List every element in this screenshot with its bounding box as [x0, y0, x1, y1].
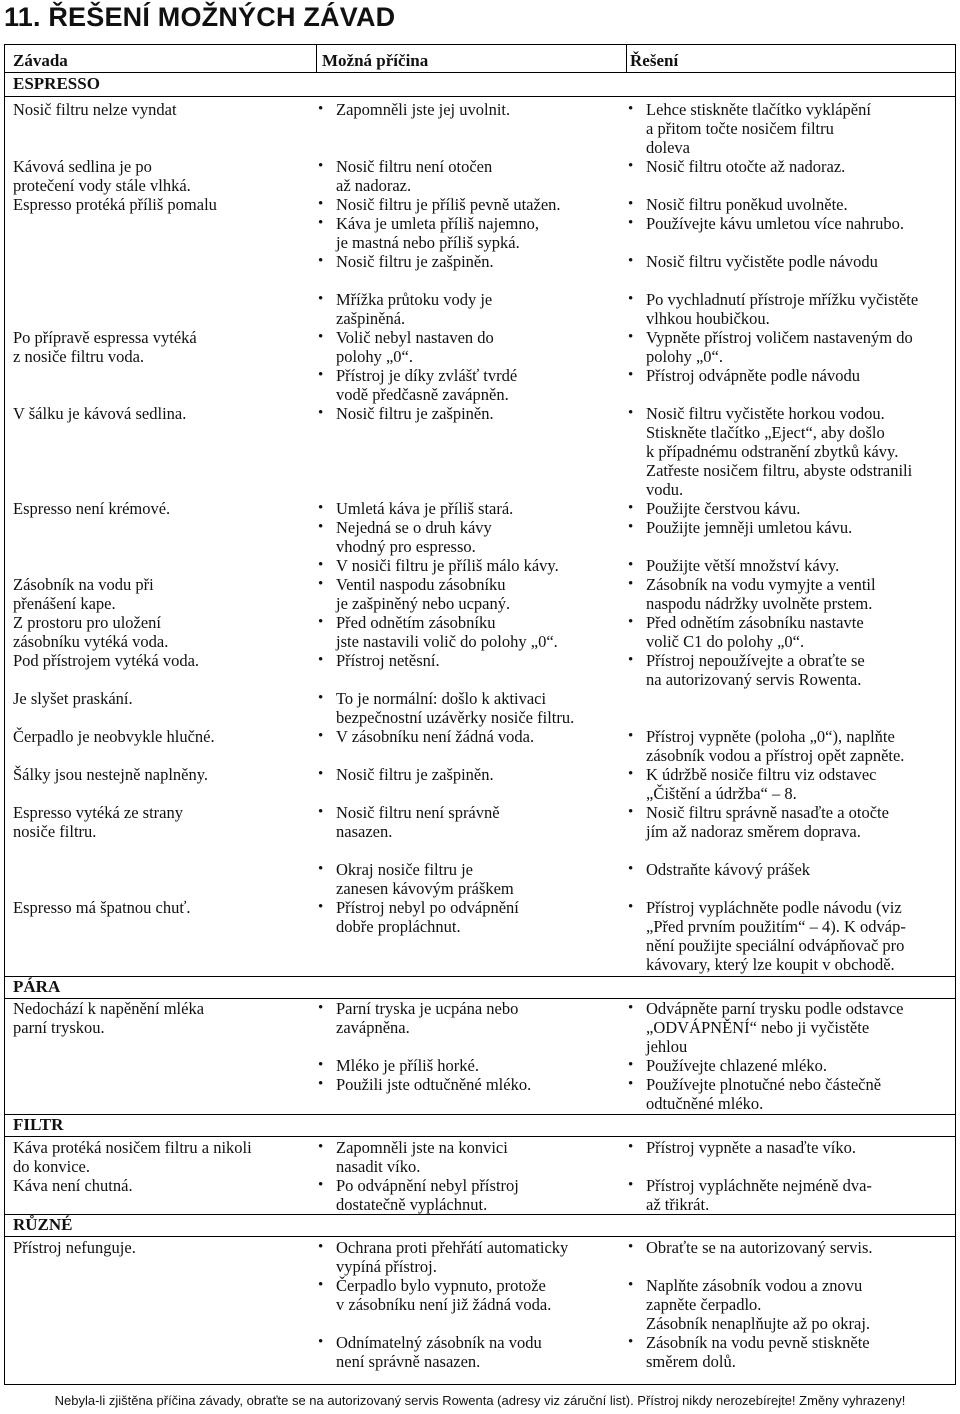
cell-text: Espresso protéká příliš pomalu [13, 195, 217, 214]
cell-text: V zásobníku není žádná voda. [336, 727, 535, 746]
section-filtr: FILTR [13, 1115, 64, 1134]
solution-item [626, 499, 800, 518]
solution-item [626, 366, 860, 385]
column-divider [316, 44, 317, 73]
bullet-icon: • [628, 1057, 634, 1073]
bullet-icon: • [628, 861, 634, 877]
solution-item [626, 803, 889, 841]
bullet-icon: • [628, 1076, 634, 1092]
bullet-icon: • [628, 101, 634, 117]
bullet-icon: • [318, 291, 324, 307]
cell-text: Mřížka průtoku vody je zašpiněná. [336, 290, 493, 328]
cell-text: Nejedná se o druh kávy vhodný pro espresso. [336, 518, 492, 556]
cell-text: Espresso vytéká ze strany nosiče filtru. [13, 803, 183, 841]
cell-text: Ventil naspodu zásobníku je zašpiněný nebo ucpaný. [336, 575, 511, 613]
header-fault: Závada [13, 51, 68, 70]
solution-item [626, 1075, 881, 1113]
cell-text: Obraťte se na autorizovaný servis. [646, 1238, 873, 1257]
fault-text [13, 1238, 136, 1257]
bullet-icon: • [318, 253, 324, 269]
bullet-icon: • [318, 861, 324, 877]
cell-text: Použijte čerstvou kávu. [646, 499, 801, 518]
cause-item [316, 1238, 568, 1276]
fault-text [13, 651, 199, 670]
cell-text: Nosič filtru není správně nasazen. [336, 803, 500, 841]
bullet-icon: • [318, 329, 324, 345]
cause-item [316, 252, 494, 271]
cause-item [316, 575, 510, 613]
section-divider [4, 1214, 956, 1215]
cause-item [316, 1276, 551, 1314]
cell-text: Používejte chlazené mléko. [646, 1056, 827, 1075]
solution-item [626, 765, 876, 803]
bullet-icon: • [628, 1277, 634, 1293]
fault-text [13, 727, 215, 746]
solution-item [626, 252, 878, 271]
bullet-icon: • [318, 519, 324, 535]
cause-item [316, 765, 494, 784]
cell-text: Přístroj odvápněte podle návodu [646, 366, 861, 385]
bullet-icon: • [318, 1334, 324, 1350]
cell-text: Zásobník na vodu při přenášení kape. [13, 575, 154, 613]
solution-item [626, 404, 912, 499]
cell-text: Přístroj vypněte (poloha „0“), naplňte zásobník vodou a přístroj opět zapněte. [646, 727, 905, 765]
cell-text: Zapomněli jste jej uvolnit. [336, 100, 511, 119]
header-solution: Řešení [630, 51, 679, 70]
bullet-icon: • [628, 291, 634, 307]
fault-text [13, 803, 183, 841]
bullet-icon: • [628, 196, 634, 212]
cause-item [316, 1075, 531, 1094]
cause-item [316, 999, 518, 1037]
fault-text [13, 575, 154, 613]
cause-item [316, 1176, 519, 1214]
bullet-icon: • [318, 1139, 324, 1155]
cell-text: Přístroj nepoužívejte a obraťte se na autorizovaný servis Rowenta. [646, 651, 865, 689]
cell-text: Přístroj vypláchněte nejméně dva- až třikrát. [646, 1176, 872, 1214]
cell-text: V šálku je kávová sedlina. [13, 404, 187, 423]
bullet-icon: • [628, 766, 634, 782]
cell-text: Před odnětím zásobníku jste nastavili volič do polohy „0“. [336, 613, 558, 651]
cell-text: Je slyšet praskání. [13, 689, 133, 708]
solution-item [626, 727, 904, 765]
fault-text [13, 1138, 252, 1176]
section-divider [4, 1136, 956, 1137]
cell-text: Přístroj je díky zvlášť tvrdé vodě předčasně zavápněn. [336, 366, 518, 404]
solution-item [626, 1176, 872, 1214]
cell-text: K údržbě nosiče filtru viz odstavec „Čištění a údržba“ – 8. [646, 765, 877, 803]
cell-text: Z prostoru pro uložení zásobníku vytéká voda. [13, 613, 169, 651]
cause-item [316, 803, 500, 841]
bullet-icon: • [318, 766, 324, 782]
header-cause: Možná příčina [322, 51, 429, 70]
bullet-icon: • [318, 652, 324, 668]
section-divider [4, 1236, 956, 1237]
fault-text [13, 100, 177, 119]
fault-text [13, 157, 191, 195]
cell-text: Šálky jsou nestejně naplněny. [13, 765, 209, 784]
fault-text [13, 404, 186, 423]
cause-item [316, 860, 514, 898]
solution-item [626, 898, 906, 974]
bullet-icon: • [628, 804, 634, 820]
bullet-icon: • [318, 158, 324, 174]
cell-text: Okraj nosiče filtru je zanesen kávovým práškem [336, 860, 514, 898]
cell-text: Čerpadlo bylo vypnuto, protože v zásobníku není již žádná voda. [336, 1276, 552, 1314]
bullet-icon: • [318, 557, 324, 573]
cell-text: Použijte větší množství kávy. [646, 556, 840, 575]
fault-text [13, 689, 133, 708]
cell-text: Nosič filtru je zašpiněn. [336, 765, 494, 784]
cell-text: To je normální: došlo k aktivaci bezpečnostní uzávěrky nosiče filtru. [336, 689, 575, 727]
solution-item [626, 1056, 827, 1075]
bullet-icon: • [628, 329, 634, 345]
bullet-icon: • [318, 196, 324, 212]
bullet-icon: • [628, 1239, 634, 1255]
cell-text: Mléko je příliš horké. [336, 1056, 479, 1075]
bullet-icon: • [628, 557, 634, 573]
cell-text: Odvápněte parní trysku podle odstavce „ODVÁPNĚNÍ“ nebo ji vyčistěte jehlou [646, 999, 904, 1056]
cell-text: Použili jste odtučněné mléko. [336, 1075, 532, 1094]
solution-item [626, 157, 845, 176]
cell-text: Lehce stiskněte tlačítko vyklápění a přitom točte nosičem filtru doleva [646, 100, 871, 157]
cause-item [316, 290, 492, 328]
bullet-icon: • [318, 1057, 324, 1073]
cause-item [316, 1056, 479, 1075]
cell-text: Nosič filtru je příliš pevně utažen. [336, 195, 561, 214]
cell-text: Použijte jemněji umletou kávu. [646, 518, 853, 537]
cell-text: Přístroj vypláchněte podle návodu (viz „Před prvním použitím“ – 4). K odváp- nění použijte speciální odvápňovač pro kávovary, který lze koupit v obchodě. [646, 898, 906, 974]
cell-text: Zásobník na vodu vymyjte a ventil naspodu nádržky uvolněte prstem. [646, 575, 876, 613]
cell-text: Přístroj nefunguje. [13, 1238, 136, 1257]
cell-text: Používejte plnotučné nebo částečně odtučněné mléko. [646, 1075, 882, 1113]
cell-text: Vypněte přístroj voličem nastaveným do polohy „0“. [646, 328, 913, 366]
cause-item [316, 651, 440, 670]
cause-item [316, 1333, 542, 1371]
cell-text: Po vychladnutí přístroje mřížku vyčistěte vlhkou houbičkou. [646, 290, 919, 328]
bullet-icon: • [318, 101, 324, 117]
cause-item [316, 214, 539, 252]
solution-item [626, 999, 904, 1056]
bullet-icon: • [628, 576, 634, 592]
cause-item [316, 499, 513, 518]
bullet-icon: • [318, 614, 324, 630]
cause-item [316, 100, 510, 119]
fault-text [13, 1176, 133, 1195]
cell-text: Káva protéká nosičem filtru a nikoli do konvice. [13, 1138, 252, 1176]
cell-text: Nosič filtru správně nasaďte a otočte jím až nadoraz směrem doprava. [646, 803, 889, 841]
cell-text: Po odvápnění nebyl přístroj dostatečně vypláchnut. [336, 1176, 519, 1214]
bullet-icon: • [628, 253, 634, 269]
bullet-icon: • [628, 367, 634, 383]
solution-item [626, 290, 918, 328]
cause-item [316, 195, 561, 214]
bullet-icon: • [318, 804, 324, 820]
cell-text: Nosič filtru nelze vyndat [13, 100, 177, 119]
cause-item [316, 898, 519, 936]
cell-text: Naplňte zásobník vodou a znovu zapněte čerpadlo. Zásobník nenaplňujte až po okraj. [646, 1276, 871, 1333]
fault-text [13, 195, 217, 214]
cell-text: Umletá káva je příliš stará. [336, 499, 514, 518]
cell-text: Espresso není krémové. [13, 499, 171, 518]
cell-text: Espresso má špatnou chuť. [13, 898, 191, 917]
bullet-icon: • [318, 576, 324, 592]
cause-item [316, 727, 534, 746]
bullet-icon: • [628, 1000, 634, 1016]
bullet-icon: • [628, 1139, 634, 1155]
cell-text: Používejte kávu umletou více nahrubo. [646, 214, 904, 233]
cell-text: Káva není chutná. [13, 1176, 133, 1195]
section-divider [4, 96, 956, 97]
cause-item [316, 366, 517, 404]
bullet-icon: • [318, 1277, 324, 1293]
cell-text: Přístroj nebyl po odvápnění dobře propláchnut. [336, 898, 519, 936]
solution-item [626, 860, 810, 879]
cell-text: Kávová sedlina je po protečení vody stále vlhká. [13, 157, 191, 195]
bullet-icon: • [318, 690, 324, 706]
cell-text: Nosič filtru vyčistěte podle návodu [646, 252, 878, 271]
solution-item [626, 195, 848, 214]
cell-text: Ochrana proti přehřátí automaticky vypíná přístroj. [336, 1238, 569, 1276]
header-divider [4, 72, 956, 73]
cell-text: Pod přístrojem vytéká voda. [13, 651, 200, 670]
bullet-icon: • [628, 1334, 634, 1350]
cause-item [316, 404, 494, 423]
cell-text: Nedochází k napěnění mléka parní tryskou. [13, 999, 205, 1037]
cell-text: Odnímatelný zásobník na vodu není správně nasazen. [336, 1333, 542, 1371]
cause-item [316, 556, 559, 575]
cause-item [316, 1138, 508, 1176]
solution-item [626, 575, 876, 613]
fault-text [13, 613, 168, 651]
cell-text: Nosič filtru vyčistěte horkou vodou. Stiskněte tlačítko „Eject“, aby došlo k případnému odstranění zbytků kávy. Zatřeste nosičem filtru, abyste odstranili vodu. [646, 404, 913, 499]
solution-item [626, 100, 871, 157]
page-title: 11. ŘEŠENÍ MOŽNÝCH ZÁVAD [4, 2, 396, 32]
fault-text [13, 999, 204, 1037]
bullet-icon: • [318, 728, 324, 744]
cell-text: Volič nebyl nastaven do polohy „0“. [336, 328, 494, 366]
cell-text: Zásobník na vodu pevně stiskněte směrem dolů. [646, 1333, 870, 1371]
solution-item [626, 556, 839, 575]
bullet-icon: • [318, 367, 324, 383]
fault-text [13, 898, 191, 917]
solution-item [626, 518, 852, 537]
solution-item [626, 1238, 873, 1257]
bullet-icon: • [318, 215, 324, 231]
solution-item [626, 1276, 870, 1333]
section-divider [4, 976, 956, 977]
cell-text: Nosič filtru poněkud uvolněte. [646, 195, 848, 214]
solution-item [626, 328, 913, 366]
cell-text: Nosič filtru je zašpiněn. [336, 404, 494, 423]
section-espresso: ESPRESSO [13, 74, 100, 93]
bullet-icon: • [628, 728, 634, 744]
cause-item [316, 328, 494, 366]
cause-item [316, 613, 558, 651]
cell-text: V nosiči filtru je příliš málo kávy. [336, 556, 559, 575]
cell-text: Káva je umleta příliš najemno, je mastná nebo příliš sypká. [336, 214, 539, 252]
fault-text [13, 499, 170, 518]
bullet-icon: • [318, 1239, 324, 1255]
fault-text [13, 765, 208, 784]
solution-item [626, 651, 865, 689]
bullet-icon: • [318, 899, 324, 915]
cell-text: Přístroj netěsní. [336, 651, 440, 670]
footer-note: Nebyla-li zjištěna příčina závady, obraťte se na autorizovaný servis Rowenta (adresy viz záruční list). Přístroj nikdy nerozebírejte! Změny vyhrazeny! [54, 1393, 906, 1408]
cell-text: Čerpadlo je neobvykle hlučné. [13, 727, 215, 746]
solution-item [626, 1333, 870, 1371]
bullet-icon: • [628, 405, 634, 421]
cell-text: Parní tryska je ucpána nebo zavápněna. [336, 999, 519, 1037]
bullet-icon: • [318, 1177, 324, 1193]
column-divider [626, 44, 627, 73]
section-ruzne: RŮZNÉ [13, 1215, 73, 1234]
solution-item [626, 613, 864, 651]
cause-item [316, 518, 492, 556]
bullet-icon: • [318, 1000, 324, 1016]
cell-text: Zapomněli jste na konvici nasadit víko. [336, 1138, 508, 1176]
bullet-icon: • [628, 519, 634, 535]
solution-item [626, 214, 904, 233]
cause-item [316, 689, 574, 727]
bullet-icon: • [628, 614, 634, 630]
cause-item [316, 157, 492, 195]
bullet-icon: • [628, 500, 634, 516]
cell-text: Odstraňte kávový prášek [646, 860, 811, 879]
bullet-icon: • [628, 215, 634, 231]
section-divider [4, 1114, 956, 1115]
bullet-icon: • [628, 1177, 634, 1193]
bullet-icon: • [318, 500, 324, 516]
cell-text: Nosič filtru je zašpiněn. [336, 252, 494, 271]
bullet-icon: • [628, 158, 634, 174]
cell-text: Po přípravě espressa vytéká z nosiče filtru voda. [13, 328, 197, 366]
bullet-icon: • [318, 1076, 324, 1092]
fault-text [13, 328, 197, 366]
cell-text: Před odnětím zásobníku nastavte volič C1 do polohy „0“. [646, 613, 864, 651]
cell-text: Přístroj vypněte a nasaďte víko. [646, 1138, 856, 1157]
solution-item [626, 1138, 856, 1157]
bullet-icon: • [318, 405, 324, 421]
bullet-icon: • [628, 652, 634, 668]
section-para: PÁRA [13, 977, 61, 996]
cell-text: Nosič filtru otočte až nadoraz. [646, 157, 846, 176]
bullet-icon: • [628, 899, 634, 915]
cell-text: Nosič filtru není otočen až nadoraz. [336, 157, 493, 195]
